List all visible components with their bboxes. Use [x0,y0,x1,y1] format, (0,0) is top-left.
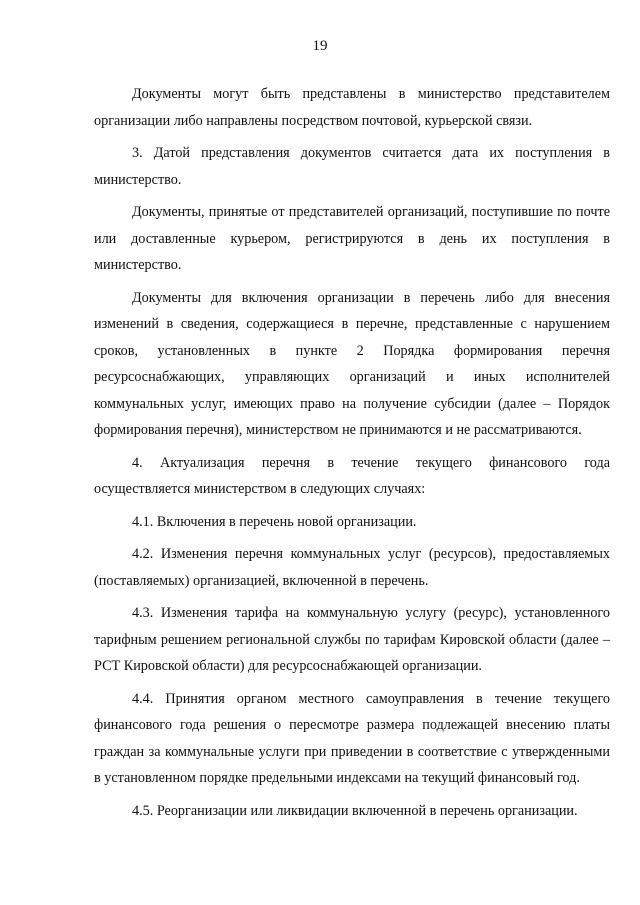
paragraph-registration: Документы, принятые от представителей организаций, поступившие по почте или доставленные курьером, регистрируются в день их поступления в министерство. [94,204,610,273]
paragraph-item-4-4: 4.4. Принятия органом местного самоуправления в течение текущего финансового года решения о пересмотре размера подлежащей внесению платы граждан за коммунальные услуги при приведении в соответствие с утвержденными в установленном порядке предельными индексами на текущий финансовый год. [94,690,610,786]
page-number: 19 [312,38,328,54]
paragraph-item-4: 4. Актуализация перечня в течение текущего финансового года осуществляется министерством в следующих случаях: [94,454,610,497]
paragraph-deadline-violation: Документы для включения организации в перечень либо для внесения изменений в сведения, содержащиеся в перечне, представленные с нарушением сроков, установленных в пункте 2 Порядка формирования перечня ресурсоснабжающих, управляющих организаций и иных исполнителей коммунальных услуг, имеющих право на получение субсидии (далее – Порядок формирования перечня), министерством не принимаются и не рассматриваются. [94,289,610,438]
paragraph-item-4-3: 4.3. Изменения тарифа на коммунальную услугу (ресурс), установленного тарифным решением региональной службы по тарифам Кировской области (далее – РСТ Кировской области) для ресурсоснабжающей организации. [94,605,610,674]
document-body [94,81,610,824]
paragraph-submission-method: Документы могут быть представлены в министерство представителем организации либо направлены посредством почтовой, курьерской связи. [94,86,610,129]
paragraph-item-3: 3. Датой представления документов считается дата их поступления в министерство. [94,145,610,188]
paragraph-item-4-2: 4.2. Изменения перечня коммунальных услуг (ресурсов), предоставляемых (поставляемых) организацией, включенной в перечень. [94,546,610,589]
paragraph-item-4-1: 4.1. Включения в перечень новой организации. [132,513,417,530]
paragraph-item-4-5: 4.5. Реорганизации или ликвидации включенной в перечень организации. [132,802,578,819]
